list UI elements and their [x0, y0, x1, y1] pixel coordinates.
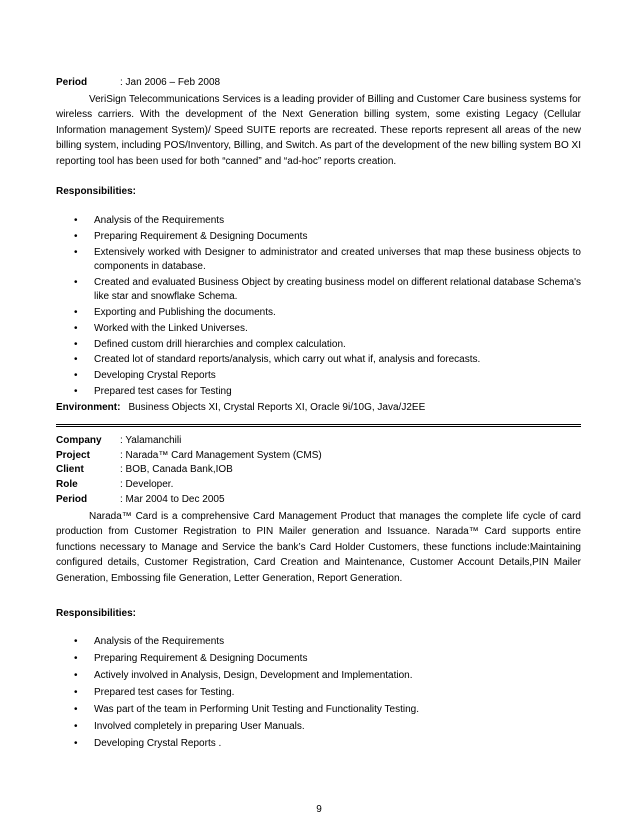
bullet-icon: •: [74, 703, 78, 715]
bullet-icon: •: [74, 276, 78, 288]
list-item: • Created lot of standard reports/analysis, which carry out what if, analysis and forecasts.: [56, 353, 581, 367]
environment-row: [56, 401, 581, 415]
project-row: Project : Narada™ Card Management System (CMS): [56, 449, 322, 461]
bullet-icon: •: [74, 720, 78, 732]
verisign-description: [56, 92, 581, 170]
bullet-icon: •: [74, 737, 78, 749]
bullet-icon: •: [74, 354, 78, 366]
list-item: • Analysis of the Requirements: [56, 635, 581, 649]
bullet-icon: •: [74, 307, 78, 319]
narada-description-text: Narada™ Card is a comprehensive Card Management Product that manages the complete life cycle of card production from Customer Registration to PIN Mailer generation and Issuance. Narada™ Card supports entire functions necessary to Manage and Service the bank’s Card Holder Customers, these functions include:Maintaining configured details, Customer Registration, Card Creation and Maintenance, Customer Account Details,PIN Mailer Generation, Embossing file Generation, Letter Generation, Report Generation.: [56, 510, 581, 584]
period-value: : Jan 2006 – Feb 2008: [120, 77, 221, 88]
responsibilities-list: [56, 214, 581, 399]
list-item: • Preparing Requirement & Designing Documents: [56, 652, 581, 666]
period-row: Period : Mar 2004 to Dec 2005: [56, 494, 225, 506]
bullet-icon: •: [74, 636, 78, 648]
period-row: [56, 76, 581, 91]
role-row: Role : Developer.: [56, 479, 174, 491]
document-content: [56, 76, 581, 754]
environment-value: Business Objects XI, Crystal Reports XI, Oracle 9i/10G, Java/J2EE: [128, 401, 426, 413]
responsibilities-heading: Responsibilities:: [56, 608, 137, 620]
list-item: • Was part of the team in Performing Unit Testing and Functionality Testing.: [56, 703, 581, 717]
list-item: • Involved completely in preparing User Manuals.: [56, 720, 581, 734]
responsibilities-heading: Responsibilities:: [56, 186, 137, 198]
client-row: Client : BOB, Canada Bank,IOB: [56, 464, 233, 476]
list-item: • Prepared test cases for Testing.: [56, 686, 581, 700]
list-item: • Prepared test cases for Testing: [56, 385, 581, 399]
environment-label: Environment:: [56, 401, 121, 413]
project-details: [56, 434, 581, 508]
verisign-description-text: VeriSign Telecommunications Services is a leading provider of Billing and Customer Care business systems for wireless carriers. With the development of the Next Generation billing system, some existing Legacy (Cellular Information management System)/ Speed SUITE reports are recreated. These reports represent all areas of the new billing system, including POS/Inventory, Billing, and Switch. As part of the development of the new billing system BO XI reporting tool has been used for both “canned” and “ad-hoc” reports creation.: [56, 93, 581, 167]
bullet-icon: •: [74, 215, 78, 227]
bullet-icon: •: [74, 370, 78, 382]
list-item: • Exporting and Publishing the documents.: [56, 306, 581, 320]
bullet-icon: •: [74, 653, 78, 665]
bullet-icon: •: [74, 322, 78, 334]
page-number: 9: [316, 804, 322, 815]
list-item: • Preparing Requirement & Designing Documents: [56, 230, 581, 244]
list-item: • Actively involved in Analysis, Design, Development and Implementation.: [56, 669, 581, 683]
bullet-icon: •: [74, 386, 78, 398]
list-item: • Worked with the Linked Universes.: [56, 322, 581, 336]
list-item: • Developing Crystal Reports: [56, 369, 581, 383]
list-item: • Created and evaluated Business Object by creating business model on different relational database Schema's like star and snowflake Schema.: [74, 276, 581, 303]
bullet-icon: •: [74, 246, 78, 258]
list-item: • Extensively worked with Designer to administrator and created universes that map these business objects to components in database.: [74, 246, 581, 273]
bullet-icon: •: [74, 231, 78, 243]
company-row: Company : Yalamanchili: [56, 434, 182, 446]
period-label: Period: [56, 77, 88, 88]
responsibilities-list: [56, 635, 581, 751]
list-item: • Analysis of the Requirements: [56, 214, 581, 228]
section-divider: [56, 424, 581, 427]
bullet-icon: •: [74, 670, 78, 682]
narada-description: [56, 509, 581, 587]
bullet-icon: •: [74, 687, 78, 699]
list-item: • Developing Crystal Reports .: [56, 737, 581, 751]
bullet-icon: •: [74, 338, 78, 350]
list-item: • Defined custom drill hierarchies and complex calculation.: [56, 338, 581, 352]
